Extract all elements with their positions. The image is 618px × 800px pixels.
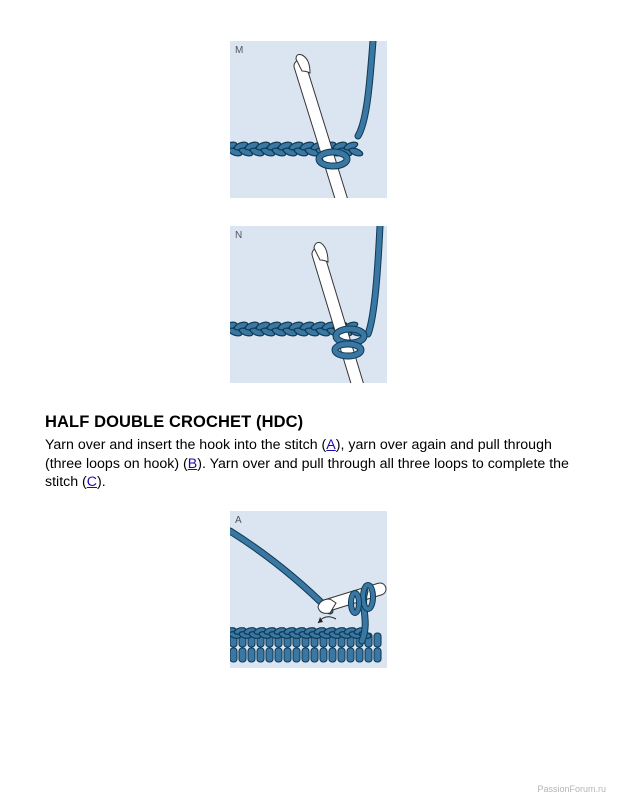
link-figure-b[interactable]: B	[187, 455, 198, 472]
link-figure-a[interactable]: A	[326, 437, 336, 453]
figure-m-illustration	[230, 41, 387, 198]
instruction-text-3: ). Yarn over and pull through all three loops to complete the stitch (	[45, 455, 569, 490]
figure-n-drawing	[230, 226, 387, 383]
instruction-text-4: ).	[97, 474, 106, 490]
fabric-rows	[230, 627, 381, 662]
figure-a-drawing	[230, 511, 387, 668]
figure-m-label: M	[235, 45, 244, 56]
figure-n-label: N	[235, 230, 243, 241]
section-instructions	[45, 436, 585, 492]
watermark: PassionForum.ru	[537, 784, 606, 794]
instruction-text-2: ), yarn over again and pull through (three loops on hook) (	[45, 437, 552, 472]
figure-n-illustration	[230, 226, 387, 383]
link-figure-c[interactable]: C	[86, 474, 98, 490]
figure-a-label: A	[235, 515, 242, 526]
figure-m-drawing	[230, 41, 387, 198]
section-title: HALF DOUBLE CROCHET (HDC)	[45, 413, 304, 431]
instruction-text-1: Yarn over and insert the hook into the stitch (	[45, 437, 327, 453]
figure-a-illustration	[230, 511, 387, 668]
